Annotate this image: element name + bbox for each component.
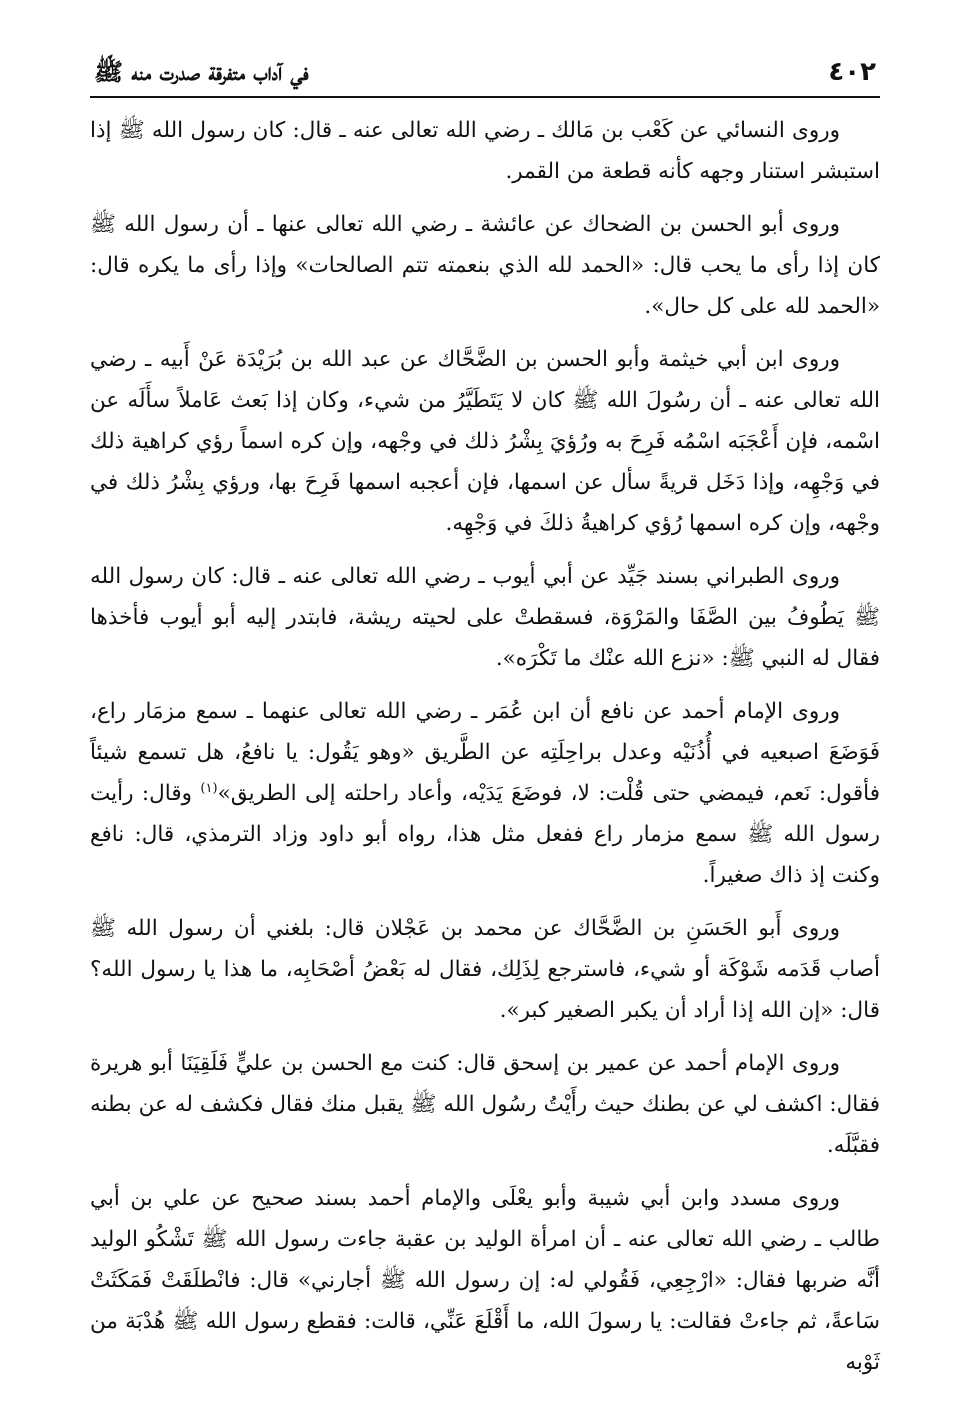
- book-page: [90, 48, 880, 1388]
- running-header: [90, 48, 880, 98]
- chapter-title: في آداب متفرقة صدرت منه ﷺ: [94, 57, 309, 86]
- page-number: ٤٠٢: [828, 57, 876, 87]
- paragraph-1: وروى النسائي عن كَعْب بن مَالك ـ رضي الله تعالى عنه ـ قال: كان رسول الله ﷺ إذا استبشر استنار وجهه كأنه قطعة من القمر.: [90, 118, 880, 184]
- paragraph-6: وروى أَبو الحَسَنِ بن الضَّحَّاك عن محمد بن عَجْلان قال: بلغني أن رسول الله ﷺ أصاب قَدَمه شَوْكَة أو شيء، فاسترجع لِذَلِك، فقال له بَعْضُ أصْحَابِه، ما هذا يا رسول الله؟ قال: «إن الله إذا أراد أن يكبر الصغير كبر».: [90, 916, 880, 1023]
- paragraph-8: وروى مسدد وابن أبي شيبة وأبو يعْلَى والإمام أحمد بسند صحيح عن علي بن أبي طالب ـ رضي الله تعالى عنه ـ أن امرأة الوليد بن عقبة جاءت رسول الله ﷺ تَشْكُو الوليد أنَّه ضربها فقال: «ارْجِعِي، فَقُولي له: إن رسول الله ﷺ أجارني» قال: فانْطلَقَتْ فَمَكَثَتْ سَاعةً، ثم جاءتْ فقالت: يا رسولَ الله، ما أَقْلَعَ عَنِّي، قالت: فقطع رسول الله ﷺ هُدْبَة من ثَوْبه: [90, 1186, 880, 1375]
- paragraph-5: [90, 691, 880, 896]
- paragraph-5-tail-text: وقال: رأيت رسول الله ﷺ سمع مزمار راع ففعل مثل هذا، رواه أبو داود وزاد الترمذي، قال: نافع وكنت إذ ذاك صغيراً.: [90, 781, 880, 888]
- paragraph-5-text: وروى الإمام أحمد عن نافع أن ابن عُمَر ـ رضي الله تعالى عنهما ـ سمع مزمَار راع، فَوَضَعَ اصبعيه في أُذُنَيْه وعدل براحِلَتِه عن الطَّريق «وهو يَقُول: يا نافعُ، هل تسمع شيئاً فأقول: نَعم، فيمضي حتى قُلْت: لا، فوضَعَ يَدَيْه، وأعاد راحلته إلى الطريق»: [90, 699, 880, 806]
- paragraph-4: وروى الطبراني بسند جَيِّد عن أبي أيوب ـ رضي الله تعالى عنه ـ قال: كان رسول الله ﷺ يَطُوفُ بين الصَّفَا والمَرْوَة، فسقطتْ على لحيته ريشة، فابتدر إليه أبو أيوب فأخذها فقال له النبي ﷺ: «نزع الله عنْك ما تَكْرَه».: [90, 564, 880, 671]
- text-body: [90, 110, 880, 1383]
- footnote-mark[interactable]: (١): [200, 780, 218, 796]
- paragraph-2: وروى أبو الحسن بن الضحاك عن عائشة ـ رضي الله تعالى عنها ـ أن رسول الله ﷺ كان إذا رأى ما يحب قال: «الحمد لله الذي بنعمته تتم الصالحات» وإذا رأى ما يكره قال: «الحمد لله على كل حال».: [90, 212, 880, 319]
- paragraph-3: وروى ابن أبي خيثمة وأبو الحسن بن الضَّحَّاك عن عبد الله بن بُرَيْدَة عَنْ أَبيه ـ رضي الله تعالى عنه ـ أن رسُولَ الله ﷺ كان لا يَتَطَيَّرُ من شيء، وكان إذا بَعث عَاملاً سأَلَه عن اسْمه، فإن أَعْجَبَه اسْمُه فَرِحَ به ورُؤيَ بِشْرُ ذلك في وجْهه، وإن كره اسماً رؤي كراهية ذلك في وَجْهِه، وإذا دَخَل قريةً سأل عن اسمها، فإن أعجبه اسمها فَرِحَ بها، ورؤي بِشْرُ ذلك في وجْهه، وإن كره اسمها رُؤي كراهيةُ ذلكَ في وَجْهِه.: [90, 347, 880, 536]
- paragraph-7: وروى الإمام أحمد عن عمير بن إسحق قال: كنت مع الحسن بن عليٍّ فَلَقِيَنَا أبو هريرة فقال: اكشف لي عن بطنك حيث رأَيْتُ رسُول الله ﷺ يقبل منك فقال فكشف له عن بطنه فقبَّلَه.: [90, 1051, 880, 1158]
